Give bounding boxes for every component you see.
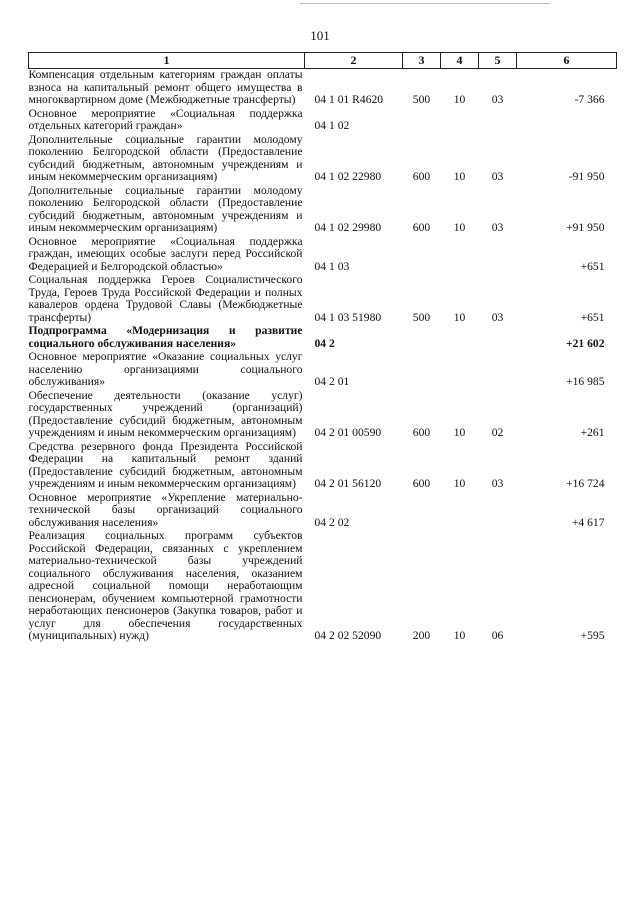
header-col-1: 1 [29, 53, 305, 69]
row-code: 04 1 03 51980 [314, 310, 382, 324]
row-col-5: 03 [491, 221, 504, 234]
table-row [29, 236, 617, 275]
row-name: Основное мероприятие «Социальная поддержка отдельных категорий граждан» [28, 106, 303, 132]
row-code: 04 1 02 22980 [314, 170, 382, 183]
row-amount: +261 [580, 426, 605, 439]
row-col-5 [479, 325, 517, 351]
row-col-3 [403, 236, 441, 275]
row-col-5: 03 [491, 170, 504, 183]
row-name: Обеспечение деятельности (оказание услуг) государственных учреждений (организаций) (Предоставление субсидий бюджетным, автономным учреждениям и иным некоммерческим организациям) [28, 388, 303, 439]
row-name: Подпрограмма «Модернизация и развитие социального обслуживания населения» [28, 324, 303, 350]
row-code: 04 2 01 [314, 375, 350, 388]
row-code: 04 2 02 [314, 515, 350, 529]
header-col-5: 5 [479, 53, 517, 69]
page-number: 101 [310, 28, 330, 43]
row-amount: +595 [580, 629, 605, 642]
row-col-3: 600 [412, 170, 431, 183]
row-code: 04 2 02 52090 [314, 629, 382, 642]
row-amount: -91 950 [568, 170, 605, 183]
row-name: Основное мероприятие «Укрепление материально-технической базы организаций социального обслуживания населения» [28, 490, 303, 529]
row-col-5 [479, 492, 517, 531]
row-col-4 [441, 325, 479, 351]
table-row [29, 390, 617, 441]
table-row [29, 185, 617, 236]
table-row [29, 351, 617, 390]
row-code: 04 1 03 [314, 259, 350, 273]
row-code: 04 2 01 56120 [314, 477, 382, 490]
row-code: 04 1 01 R4620 [314, 93, 384, 106]
row-col-5: 03 [491, 477, 504, 490]
row-col-5 [479, 236, 517, 275]
row-code: 04 2 [314, 336, 335, 350]
budget-table [28, 52, 617, 644]
row-amount: +21 602 [566, 336, 605, 350]
row-col-3: 500 [412, 310, 431, 324]
row-col-3: 600 [412, 477, 431, 490]
row-amount: +16 985 [566, 375, 605, 388]
row-code: 04 1 02 29980 [314, 221, 382, 234]
table-row [29, 492, 617, 531]
row-col-4: 10 [453, 170, 466, 183]
row-col-4: 10 [453, 629, 466, 642]
row-amount: +91 950 [566, 221, 605, 234]
row-name: Средства резервного фонда Президента Российской Федерации на капитальный ремонт зданий (Предоставление субсидий бюджетным, автономным учреждениям и иным некоммерческим организациям) [28, 439, 303, 490]
row-col-4 [441, 492, 479, 531]
table-row [29, 530, 617, 644]
row-col-4: 10 [453, 93, 466, 106]
top-rule [300, 3, 550, 4]
table-body [29, 69, 617, 644]
header-col-6: 6 [517, 53, 617, 69]
row-amount: +651 [580, 310, 605, 324]
row-code: 04 2 01 00590 [314, 426, 382, 439]
row-col-4: 10 [453, 477, 466, 490]
row-amount: +4 617 [571, 515, 605, 529]
row-name: Основное мероприятие «Оказание социальных услуг населению организациями социального обслуживания» [28, 350, 303, 388]
row-name: Компенсация отдельным категориям граждан оплаты взноса на капитальный ремонт общего имущества в многоквартирном доме (Межбюджетные трансферты) [28, 68, 303, 106]
table-row [29, 108, 617, 134]
row-name: Дополнительные социальные гарантии молодому поколению Белгородской области (Предоставление субсидий бюджетным, автономным учреждениям и иным некоммерческим организациям) [28, 183, 303, 234]
row-col-3: 600 [412, 426, 431, 439]
row-amount: +16 724 [566, 477, 605, 490]
row-amount: +651 [580, 259, 605, 273]
row-col-5: 02 [491, 426, 504, 439]
row-col-3: 200 [412, 629, 431, 642]
row-col-4: 10 [453, 426, 466, 439]
row-col-4 [441, 351, 479, 390]
row-col-5: 06 [491, 629, 504, 642]
table-header [29, 53, 617, 69]
row-name: Дополнительные социальные гарантии молодому поколению Белгородской области (Предоставление субсидий бюджетным, автономным учреждениям и иным некоммерческим организациям) [28, 132, 303, 183]
row-col-5 [479, 351, 517, 390]
row-name: Социальная поддержка Героев Социалистического Труда, Героев Труда Российской Федерации и полных кавалеров ордена Трудовой Славы (Межбюджетные трансферты) [28, 273, 303, 324]
row-col-3 [403, 351, 441, 390]
row-col-3: 500 [412, 93, 431, 106]
row-col-3 [403, 108, 441, 134]
table-row [29, 441, 617, 492]
header-row [29, 53, 617, 69]
row-col-5: 03 [491, 310, 504, 324]
row-col-3 [403, 492, 441, 531]
row-col-4: 10 [453, 310, 466, 324]
row-col-4 [441, 236, 479, 275]
row-col-4: 10 [453, 221, 466, 234]
header-col-4: 4 [441, 53, 479, 69]
row-name: Реализация социальных программ субъектов Российской Федерации, связанных с укреплением материально-технической базы учреждений социального обслуживания населения, оказанием адресной социальной помощи неработающим пенсионерам, обучением компьютерной грамотности неработающих пенсионеров (Закупка товаров, работ и услуг для обеспечения государственных (муниципальных) нужд) [28, 529, 303, 642]
table-row [29, 69, 617, 108]
row-col-5: 03 [491, 93, 504, 106]
row-col-3 [403, 325, 441, 351]
row-code: 04 1 02 [314, 119, 350, 132]
row-col-5 [479, 108, 517, 134]
header-col-3: 3 [403, 53, 441, 69]
row-name: Основное мероприятие «Социальная поддержка граждан, имеющих особые заслуги перед Российской Федерацией и Белгородской областью» [28, 234, 303, 273]
row-amount [517, 108, 617, 134]
row-col-3: 600 [412, 221, 431, 234]
table-row [29, 134, 617, 185]
row-col-4 [441, 108, 479, 134]
table-row [29, 274, 617, 325]
row-amount: -7 366 [574, 93, 605, 106]
subprogram-row [29, 325, 617, 351]
header-col-2: 2 [305, 53, 403, 69]
